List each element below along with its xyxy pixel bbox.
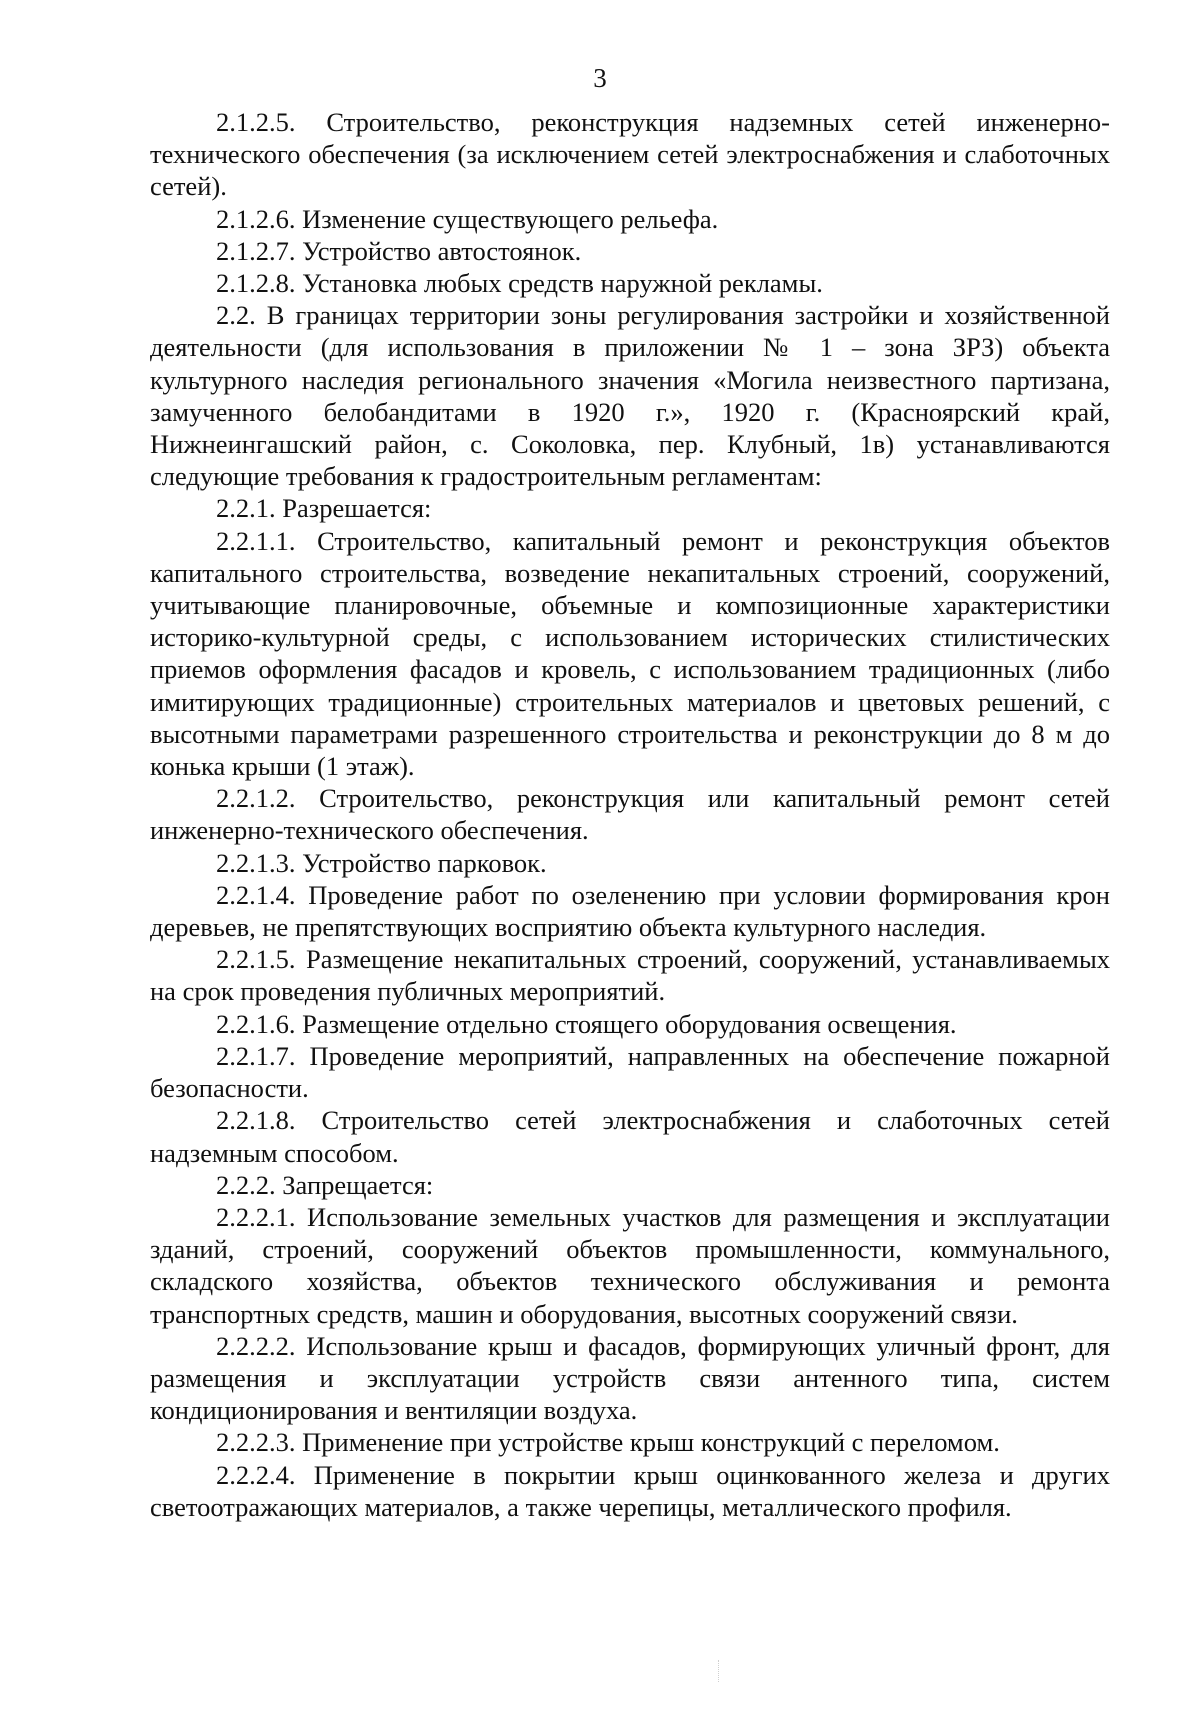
paragraph-2-2-1-2: 2.2.1.2. Строительство, реконструкция или капитальный ремонт сетей инженерно-технического обеспечения. [150,783,1110,846]
paragraph-2-1-2-5: 2.1.2.5. Строительство, реконструкция надземных сетей инженерно-технического обеспечения (за исключением сетей электроснабжения и слаботочных сетей). [150,107,1110,202]
paragraph-2-2-1-3: 2.2.1.3. Устройство парковок. [216,847,547,878]
paragraph-2-1-2-6: 2.1.2.6. Изменение существующего рельефа. [216,203,719,234]
paragraph-2-2-1-1: 2.2.1.1. Строительство, капитальный ремонт и реконструкция объектов капитального строительства, возведение некапитальных строений, сооружений, учитывающие планировочные, объемные и композиционные характеристики историко-культурной среды, с использованием исторических стилистических приемов оформления фасадов и кровель, с использованием традиционных (либо имитирующих традиционные) строительных материалов и цветовых решений, с высотными параметрами разрешенного строительства и реконструкции до 8 м до конька крыши (1 этаж). [150,525,1110,782]
paragraph-2-1-2-8: 2.1.2.8. Установка любых средств наружной рекламы. [216,268,823,299]
paragraph-2-2-2-3: 2.2.2.3. Применение при устройстве крыш конструкций с переломом. [216,1427,1000,1458]
paragraph-2-2-1-4: 2.2.1.4. Проведение работ по озеленению при условии формирования крон деревьев, не препятствующих восприятию объекта культурного наследия. [150,879,1110,943]
document-body [150,106,1110,1523]
paragraph-2-2: 2.2. В границах территории зоны регулирования застройки и хозяйственной деятельности (для использования в приложении № 1 – зона ЗРЗ) объекта культурного наследия регионального значения «Могила неизвестного партизана, замученного белобандитами в 1920 г.», 1920 г. (Красноярский край, Нижнеингашский район, с. Соколовка, пер. Клубный, 1в) устанавливаются следующие требования к градостроительным регламентам: [150,300,1110,492]
paragraph-2-2-1-5: 2.2.1.5. Размещение некапитальных строений, сооружений, устанавливаемых на срок проведения публичных мероприятий. [150,944,1110,1007]
paragraph-2-2-1-6: 2.2.1.6. Размещение отдельно стоящего оборудования освещения. [216,1008,957,1039]
paragraph-2-1-2-7: 2.1.2.7. Устройство автостоянок. [216,235,582,266]
page-number: 3 [593,63,607,93]
paragraph-2-2-2-1: 2.2.2.1. Использование земельных участков для размещения и эксплуатации зданий, строений, сооружений объектов промышленности, коммунального, складского хозяйства, объектов технического обслуживания и ремонта транспортных средств, машин и оборудования, высотных сооружений связи. [150,1201,1110,1329]
paragraph-2-2-2-2: 2.2.2.2. Использование крыш и фасадов, формирующих уличный фронт, для размещения и эксплуатации устройств связи антенного типа, систем кондиционирования и вентиляции воздуха. [150,1330,1110,1426]
paragraph-2-2-2: 2.2.2. Запрещается: [216,1169,434,1200]
paragraph-2-2-1: 2.2.1. Разрешается: [216,493,432,524]
paragraph-2-2-2-4: 2.2.2.4. Применение в покрытии крыш оцинкованного железа и других светоотражающих материалов, а также черепицы, металлического профиля. [150,1459,1110,1522]
paragraph-2-2-1-7: 2.2.1.7. Проведение мероприятий, направленных на обеспечение пожарной безопасности. [150,1040,1110,1104]
scan-artifact [718,1660,733,1682]
paragraph-2-2-1-8: 2.2.1.8. Строительство сетей электроснабжения и слаботочных сетей надземным способом. [150,1105,1110,1168]
